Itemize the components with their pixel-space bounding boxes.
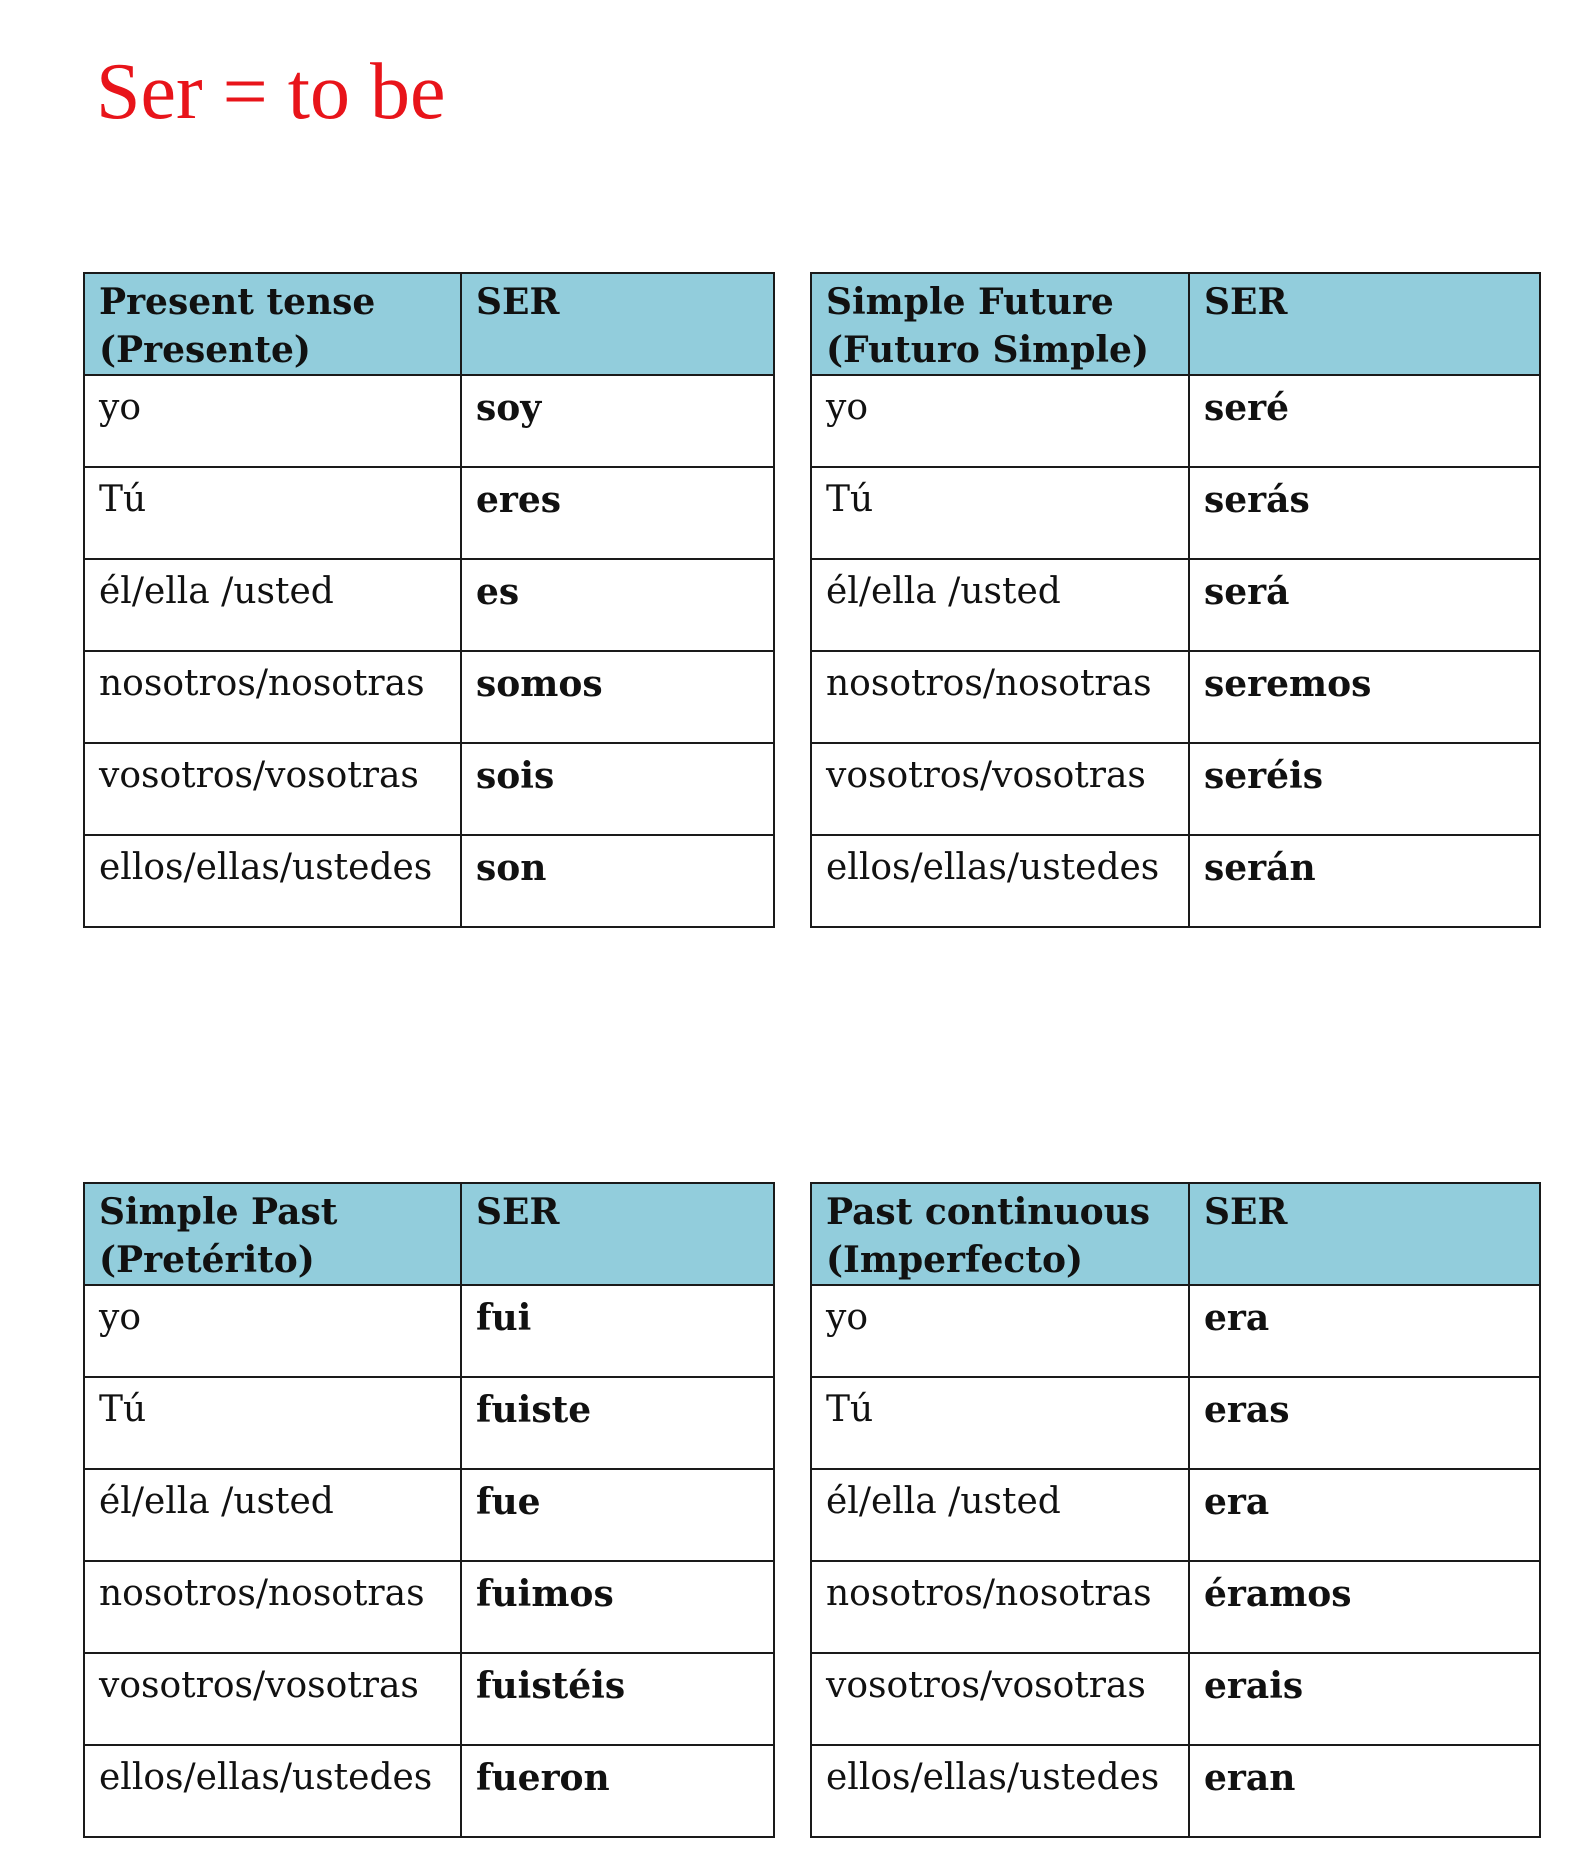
pronoun-cell: ellos/ellas/ustedes (811, 835, 1189, 927)
tense-spanish-name: (Presente) (99, 329, 311, 371)
pronoun-cell: nosotros/nosotras (811, 651, 1189, 743)
table-row (84, 1653, 774, 1745)
table-header-row (84, 273, 774, 375)
table-row (811, 1377, 1540, 1469)
conjugation-cell: son (461, 835, 774, 927)
table-row (811, 1285, 1540, 1377)
verb-header: SER (1189, 1183, 1540, 1285)
conjugation-cell: eres (461, 467, 774, 559)
conjugation-cell: somos (461, 651, 774, 743)
table-row (811, 1653, 1540, 1745)
table-row (84, 743, 774, 835)
table-row (84, 1469, 774, 1561)
conjugation-cell: seremos (1189, 651, 1540, 743)
simple-past-table (83, 1182, 775, 1838)
pronoun-cell: ellos/ellas/ustedes (811, 1745, 1189, 1837)
pronoun-cell: él/ella /usted (84, 559, 461, 651)
conjugation-cell: fuimos (461, 1561, 774, 1653)
table-row (84, 835, 774, 927)
table-row (811, 375, 1540, 467)
past-continuous-table (810, 1182, 1541, 1838)
pronoun-cell: Tú (811, 1377, 1189, 1469)
conjugation-cell: seré (1189, 375, 1540, 467)
table-header-row (84, 1183, 774, 1285)
table-row (811, 835, 1540, 927)
pronoun-cell: nosotros/nosotras (84, 651, 461, 743)
table-row (811, 559, 1540, 651)
tense-header (811, 1183, 1189, 1285)
conjugation-cell: es (461, 559, 774, 651)
table-row (84, 1285, 774, 1377)
page-title: Ser = to be (96, 48, 446, 136)
conjugation-cell: serás (1189, 467, 1540, 559)
conjugation-cell: fue (461, 1469, 774, 1561)
conjugation-cell: sois (461, 743, 774, 835)
tense-name: Present tense (99, 281, 376, 323)
table-row (811, 651, 1540, 743)
pronoun-cell: nosotros/nosotras (811, 1561, 1189, 1653)
tense-header (84, 273, 461, 375)
tense-header (84, 1183, 461, 1285)
pronoun-cell: ellos/ellas/ustedes (84, 835, 461, 927)
table-row (84, 1745, 774, 1837)
conjugation-cell: seréis (1189, 743, 1540, 835)
conjugation-cell: eras (1189, 1377, 1540, 1469)
pronoun-cell: yo (84, 375, 461, 467)
table-row (811, 1745, 1540, 1837)
tense-name: Simple Future (826, 281, 1114, 323)
pronoun-cell: vosotros/vosotras (811, 743, 1189, 835)
table-row (84, 1377, 774, 1469)
conjugation-cell: fuiste (461, 1377, 774, 1469)
conjugation-cell: era (1189, 1469, 1540, 1561)
verb-header: SER (461, 273, 774, 375)
tense-spanish-name: (Imperfecto) (826, 1239, 1083, 1281)
pronoun-cell: yo (811, 375, 1189, 467)
table-row (811, 467, 1540, 559)
conjugation-cell: será (1189, 559, 1540, 651)
tense-header (811, 273, 1189, 375)
conjugation-cell: éramos (1189, 1561, 1540, 1653)
pronoun-cell: vosotros/vosotras (84, 743, 461, 835)
pronoun-cell: vosotros/vosotras (84, 1653, 461, 1745)
pronoun-cell: Tú (84, 467, 461, 559)
pronoun-cell: él/ella /usted (811, 1469, 1189, 1561)
tense-name: Simple Past (99, 1191, 338, 1233)
conjugation-cell: soy (461, 375, 774, 467)
pronoun-cell: yo (811, 1285, 1189, 1377)
conjugation-cell: serán (1189, 835, 1540, 927)
tense-name: Past continuous (826, 1191, 1151, 1233)
pronoun-cell: vosotros/vosotras (811, 1653, 1189, 1745)
table-header-row (811, 1183, 1540, 1285)
conjugation-cell: erais (1189, 1653, 1540, 1745)
table-row (811, 1469, 1540, 1561)
table-row (84, 559, 774, 651)
table-row (811, 743, 1540, 835)
pronoun-cell: él/ella /usted (811, 559, 1189, 651)
present-tense-table (83, 272, 775, 928)
simple-future-table (810, 272, 1541, 928)
table-header-row (811, 273, 1540, 375)
conjugation-cell: eran (1189, 1745, 1540, 1837)
tense-spanish-name: (Futuro Simple) (826, 329, 1149, 371)
table-row (84, 1561, 774, 1653)
pronoun-cell: nosotros/nosotras (84, 1561, 461, 1653)
pronoun-cell: Tú (84, 1377, 461, 1469)
table-row (811, 1561, 1540, 1653)
conjugation-cell: fueron (461, 1745, 774, 1837)
table-row (84, 651, 774, 743)
pronoun-cell: yo (84, 1285, 461, 1377)
verb-header: SER (1189, 273, 1540, 375)
conjugation-cell: era (1189, 1285, 1540, 1377)
verb-header: SER (461, 1183, 774, 1285)
conjugation-cell: fui (461, 1285, 774, 1377)
conjugation-cell: fuistéis (461, 1653, 774, 1745)
pronoun-cell: él/ella /usted (84, 1469, 461, 1561)
table-row (84, 375, 774, 467)
pronoun-cell: Tú (811, 467, 1189, 559)
tense-spanish-name: (Pretérito) (99, 1239, 315, 1281)
pronoun-cell: ellos/ellas/ustedes (84, 1745, 461, 1837)
table-row (84, 467, 774, 559)
